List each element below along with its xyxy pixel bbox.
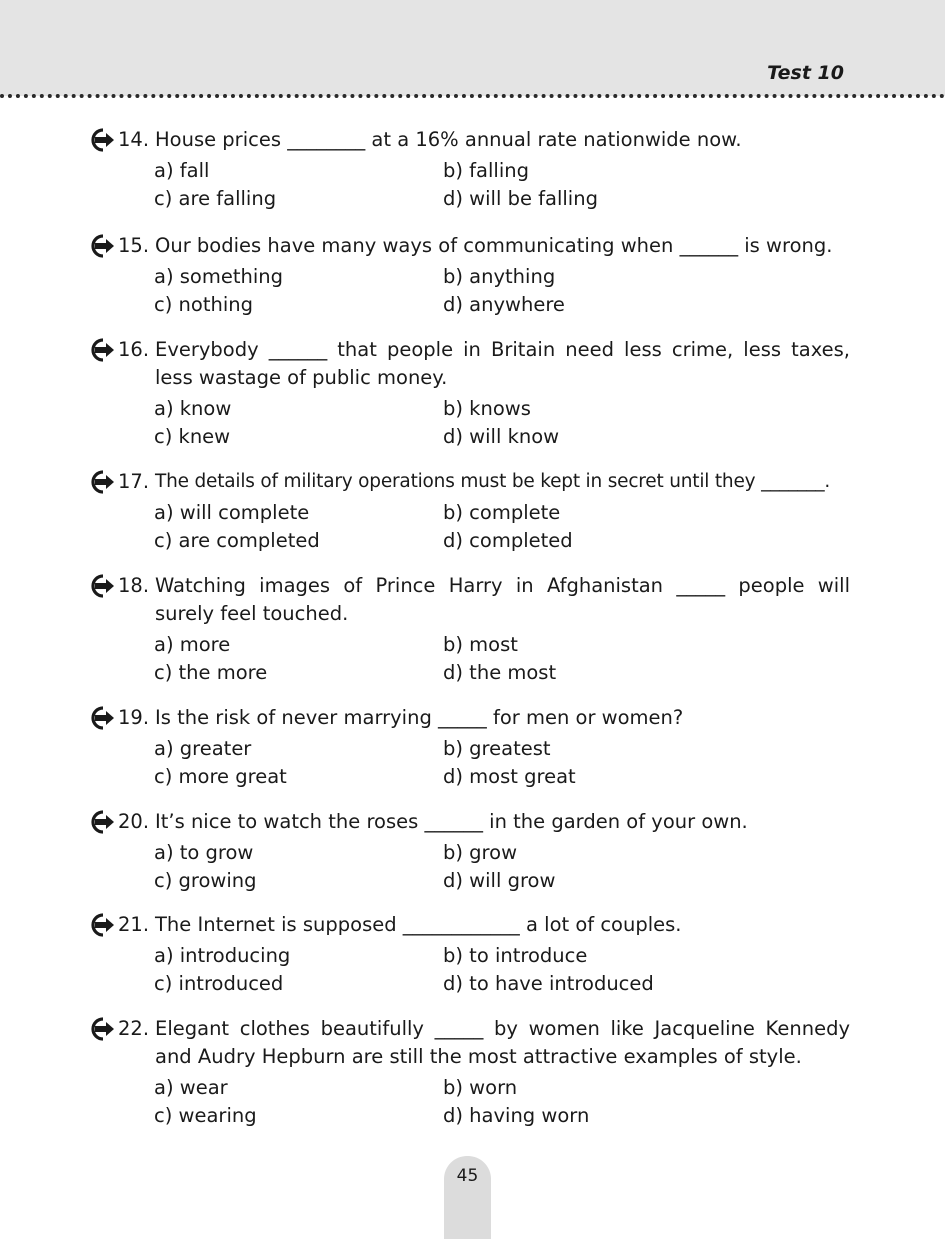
option-d: d) will be falling xyxy=(443,187,598,210)
question-text: Our bodies have many ways of communicating when ______ is wrong. xyxy=(155,234,833,257)
arrow-icon xyxy=(90,127,116,153)
question-19 xyxy=(90,704,850,791)
question-15 xyxy=(90,232,850,319)
question-text: Elegant clothes beautifully _____ by women like Jacqueline Kennedy and Audry Hepburn are still the most attractive examples of style. xyxy=(155,1017,850,1068)
option-d: d) completed xyxy=(443,529,573,552)
option-c: c) more great xyxy=(154,765,287,788)
question-number: 14. xyxy=(118,128,150,151)
option-c: c) knew xyxy=(154,425,231,448)
test-label: Test 10 xyxy=(767,62,844,84)
question-16 xyxy=(90,336,850,451)
option-b: b) greatest xyxy=(443,737,551,760)
option-d: d) will know xyxy=(443,425,560,448)
question-text: House prices ________ at a 16% annual rate nationwide now. xyxy=(155,128,742,151)
question-22 xyxy=(90,1015,850,1130)
page-number-tab xyxy=(444,1156,491,1239)
question-18 xyxy=(90,572,850,687)
question-number: 21. xyxy=(118,913,150,936)
arrow-icon xyxy=(90,1016,116,1042)
option-d: d) having worn xyxy=(443,1104,590,1127)
arrow-icon xyxy=(90,809,116,835)
option-a: a) something xyxy=(154,265,283,288)
question-text: It’s nice to watch the roses ______ in the garden of your own. xyxy=(155,810,748,833)
question-21 xyxy=(90,911,850,998)
option-d: d) the most xyxy=(443,661,557,684)
option-c: c) the more xyxy=(154,661,268,684)
option-c: c) nothing xyxy=(154,293,253,316)
option-c: c) growing xyxy=(154,869,257,892)
option-c: c) introduced xyxy=(154,972,284,995)
option-d: d) anywhere xyxy=(443,293,565,316)
option-b: b) falling xyxy=(443,159,529,182)
option-a: a) know xyxy=(154,397,232,420)
option-b: b) complete xyxy=(443,501,561,524)
option-d: d) will grow xyxy=(443,869,556,892)
question-number: 15. xyxy=(118,234,150,257)
question-text: Is the risk of never marrying _____ for men or women? xyxy=(155,706,684,729)
option-b: b) grow xyxy=(443,841,518,864)
question-20 xyxy=(90,808,850,895)
question-number: 17. xyxy=(118,470,150,493)
arrow-icon xyxy=(90,337,116,363)
page-number: 45 xyxy=(456,1166,479,1186)
option-a: a) to grow xyxy=(154,841,254,864)
question-text: The Internet is supposed ____________ a lot of couples. xyxy=(155,913,682,936)
option-a: a) introducing xyxy=(154,944,291,967)
question-number: 20. xyxy=(118,810,150,833)
option-d: d) most great xyxy=(443,765,576,788)
option-a: a) more xyxy=(154,633,231,656)
option-a: a) greater xyxy=(154,737,252,760)
question-17 xyxy=(90,468,850,555)
arrow-icon xyxy=(90,573,116,599)
page-header xyxy=(0,0,945,96)
option-b: b) knows xyxy=(443,397,531,420)
option-c: c) are falling xyxy=(154,187,277,210)
option-b: b) to introduce xyxy=(443,944,588,967)
option-b: b) anything xyxy=(443,265,556,288)
question-number: 19. xyxy=(118,706,150,729)
option-a: a) wear xyxy=(154,1076,228,1099)
question-number: 16. xyxy=(118,338,150,361)
question-number: 22. xyxy=(118,1017,150,1040)
arrow-icon xyxy=(90,705,116,731)
arrow-icon xyxy=(90,912,116,938)
question-text: The details of military operations must be kept in secret until they _______. xyxy=(155,471,831,492)
option-d: d) to have introduced xyxy=(443,972,654,995)
option-b: b) most xyxy=(443,633,518,656)
option-b: b) worn xyxy=(443,1076,518,1099)
question-14 xyxy=(90,126,850,213)
question-text: Everybody ______ that people in Britain need less crime, less taxes, less wastage of public money. xyxy=(155,338,850,389)
question-number: 18. xyxy=(118,574,150,597)
arrow-icon xyxy=(90,233,116,259)
dotted-divider xyxy=(0,94,945,98)
option-c: c) are completed xyxy=(154,529,320,552)
arrow-icon xyxy=(90,469,116,495)
question-text: Watching images of Prince Harry in Afghanistan _____ people will surely feel touched. xyxy=(155,574,850,625)
option-a: a) fall xyxy=(154,159,210,182)
option-a: a) will complete xyxy=(154,501,310,524)
option-c: c) wearing xyxy=(154,1104,257,1127)
